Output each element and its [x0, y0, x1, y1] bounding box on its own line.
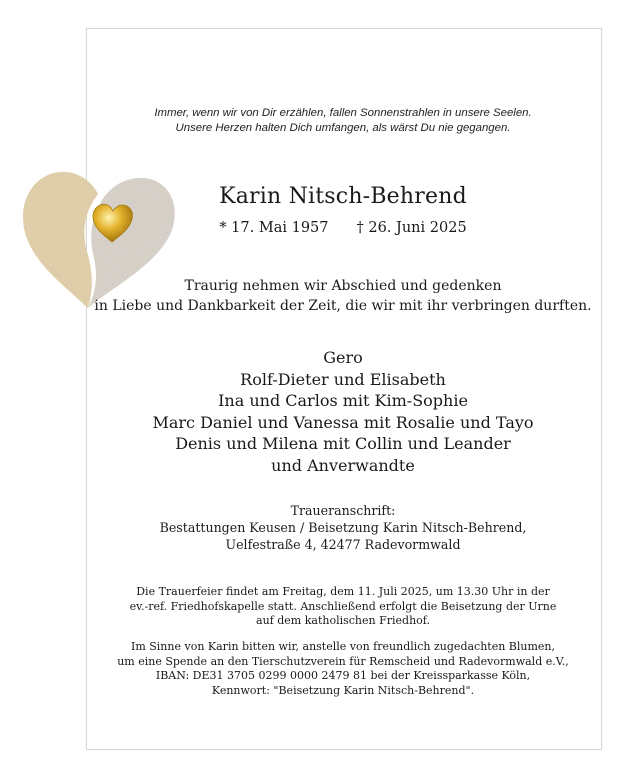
donation-line: Im Sinne von Karin bitten wir, anstelle von freundlich zugedachten Blumen, [130, 640, 556, 653]
donation-iban: IBAN: DE31 3705 0299 0000 2479 81 bei der Kreissparkasse Köln, [155, 669, 531, 682]
address-heading: Traueranschrift: [290, 503, 396, 518]
service-info [86, 585, 600, 629]
family-member: Rolf-Dieter und Elisabeth [240, 369, 446, 389]
family-member: und Anverwandte [271, 455, 415, 475]
address-line: Bestattungen Keusen / Beisetzung Karin Nitsch-Behrend, [159, 520, 527, 535]
quote-line-1: Immer, wenn wir von Dir erzählen, fallen Sonnenstrahlen in unsere Seelen. [154, 107, 532, 119]
mourning-address [86, 502, 600, 553]
donation-line: um eine Spende an den Tierschutzverein für Remscheid und Radevormwald e.V., [117, 654, 569, 668]
death-date: † 26. Juni 2025 [356, 220, 467, 236]
donation-info [86, 640, 600, 698]
quote-line-2: Unsere Herzen halten Dich umfangen, als wärst Du nie gegangen. [175, 122, 511, 134]
address-line: Uelfestraße 4, 42477 Radevormwald [225, 537, 461, 552]
service-line: Die Trauerfeier findet am Freitag, dem 11. Juli 2025, um 13.30 Uhr in der [136, 585, 550, 598]
family-member: Gero [323, 348, 363, 367]
family-member: Ina und Carlos mit Kim-Sophie [218, 391, 468, 410]
family-member: Marc Daniel und Vanessa mit Rosalie und Tayo [152, 412, 534, 432]
life-dates [86, 218, 600, 238]
deceased-name: Karin Nitsch-Behrend [219, 184, 467, 209]
family-member: Denis und Milena mit Collin und Leander [175, 434, 511, 453]
family-list [86, 347, 600, 476]
memorial-quote [86, 106, 600, 136]
mourning-text [86, 276, 600, 316]
mourning-line-2: in Liebe und Dankbarkeit der Zeit, die wir mit ihr verbringen durften. [94, 298, 592, 314]
service-line: auf dem katholischen Friedhof. [256, 614, 430, 627]
mourning-line-1: Traurig nehmen wir Abschied und gedenken [184, 278, 502, 294]
birth-date: * 17. Mai 1957 [219, 220, 329, 236]
service-line: ev.-ref. Friedhofskapelle statt. Anschließend erfolgt die Beisetzung der Urne [129, 599, 557, 613]
donation-keyword: Kennwort: "Beisetzung Karin Nitsch-Behrend". [211, 683, 475, 697]
